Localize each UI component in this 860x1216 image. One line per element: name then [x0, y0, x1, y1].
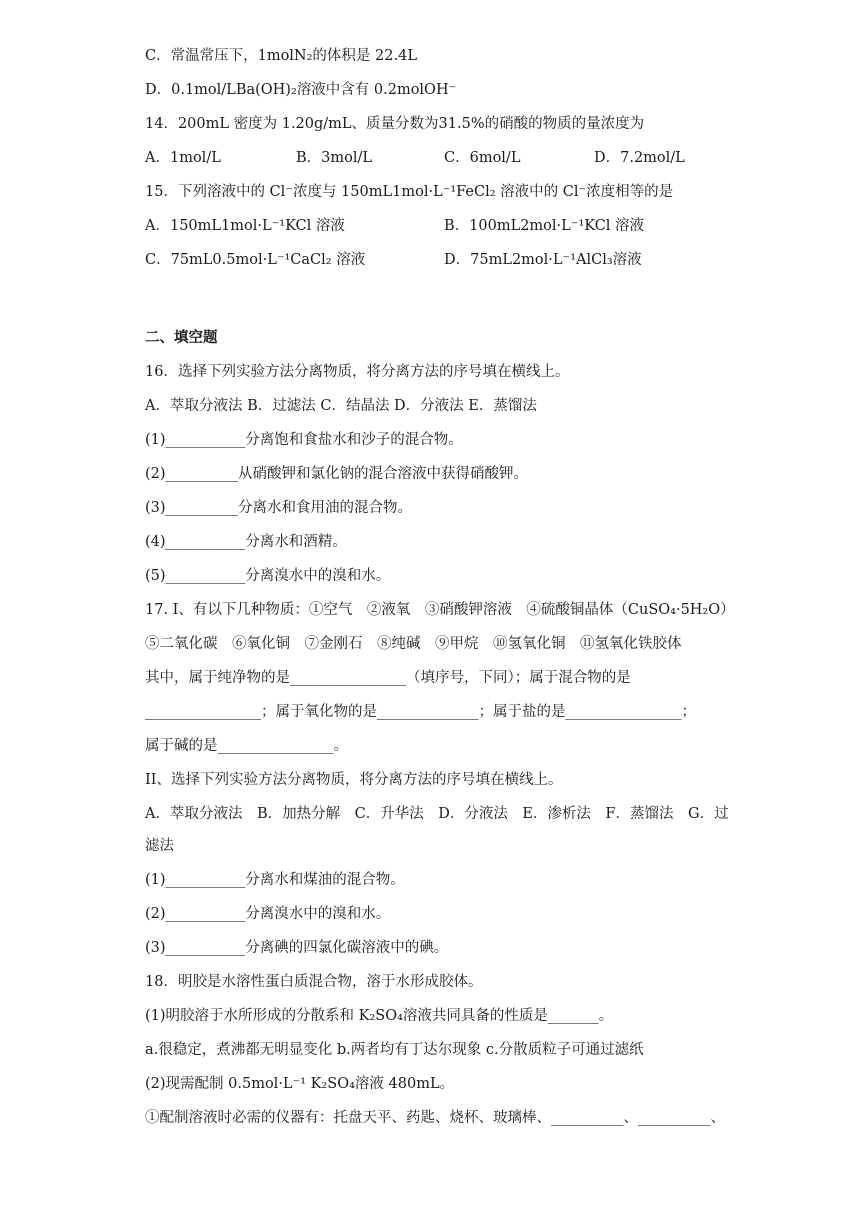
q14-option-c: C．6mol/L — [444, 150, 521, 166]
question-16: 16．选择下列实验方法分离物质，将分离方法的序号填在横线上。 — [145, 364, 570, 380]
question-15: 15．下列溶液中的 Cl⁻浓度与 150mL1mol·L⁻¹FeCl₂ 溶液中的 Cl⁻浓度相等的是 — [145, 184, 674, 200]
q18-item-2-sub-1: ①配制溶液时必需的仪器有：托盘天平、药匙、烧杯、玻璃棒、__________、__________、 — [145, 1110, 725, 1126]
q15-option-a: A．150mL1mol·L⁻¹KCl 溶液 — [145, 218, 345, 234]
q14-option-d: D．7.2mol/L — [594, 150, 685, 166]
q18-item-1-options: a.很稳定，煮沸都无明显变化 b.两者均有丁达尔现象 c.分散质粒子可通过滤纸 — [145, 1042, 644, 1058]
question-18: 18．明胶是水溶性蛋白质混合物，溶于水形成胶体。 — [145, 974, 483, 990]
q18-item-2: (2)现需配制 0.5mol·L⁻¹ K₂SO₄溶液 480mL。 — [145, 1076, 455, 1092]
question-17-line-1: 17. I、有以下几种物质：①空气 ②液氧 ③硝酸钾溶液 ④硫酸铜晶体（CuSO₄·5H₂O） — [145, 602, 735, 618]
q16-item-1: (1)___________分离饱和食盐水和沙子的混合物。 — [145, 432, 463, 448]
question-17-line-2: ⑤二氧化碳 ⑥氧化铜 ⑦金刚石 ⑧纯碱 ⑨甲烷 ⑩氢氧化铜 ⑪氢氧化铁胶体 — [145, 636, 682, 652]
q18-item-1: (1)明胶溶于水所形成的分散系和 K₂SO₄溶液共同具备的性质是_______。 — [145, 1008, 614, 1024]
q15-option-b: B．100mL2mol·L⁻¹KCl 溶液 — [444, 218, 645, 234]
q13-option-d: D．0.1mol/LBa(OH)₂溶液中含有 0.2molOH⁻ — [145, 82, 457, 98]
question-17-line-5: 属于碱的是________________。 — [145, 738, 348, 754]
question-17-line-3: 其中，属于纯净物的是________________（填序号，下同）；属于混合物的是 — [145, 670, 631, 686]
q16-methods: A．萃取分液法 B．过滤法 C．结晶法 D．分液法 E．蒸馏法 — [145, 398, 537, 414]
q16-item-2: (2)__________从硝酸钾和氯化钠的混合溶液中获得硝酸钾。 — [145, 466, 529, 482]
q13-option-c: C．常温常压下，1molN₂的体积是 22.4L — [145, 48, 417, 64]
q15-option-c: C．75mL0.5mol·L⁻¹CaCl₂ 溶液 — [145, 252, 366, 268]
q17-ii-item-3: (3)___________分离碘的四氯化碳溶液中的碘。 — [145, 940, 449, 956]
q16-item-4: (4)___________分离水和酒精。 — [145, 534, 347, 550]
section-heading: 二、填空题 — [145, 329, 218, 346]
q17-ii-methods: A．萃取分液法 B．加热分解 C．升华法 D．分液法 E．渗析法 F．蒸馏法 G．过 — [145, 806, 729, 822]
q15-option-d: D．75mL2mol·L⁻¹AlCl₃溶液 — [444, 252, 642, 268]
question-17-line-4: ________________；属于氧化物的是______________；属于盐的是________________； — [145, 704, 696, 720]
q17-ii-item-2: (2)___________分离溴水中的溴和水。 — [145, 906, 391, 922]
q14-option-a: A．1mol/L — [145, 150, 221, 166]
q17-part-ii: II、选择下列实验方法分离物质，将分离方法的序号填在横线上。 — [145, 772, 563, 788]
q14-option-b: B．3mol/L — [296, 150, 373, 166]
question-14: 14．200mL 密度为 1.20g/mL、质量分数为31.5%的硝酸的物质的量浓度为 — [145, 116, 645, 132]
q16-item-5: (5)___________分离溴水中的溴和水。 — [145, 568, 391, 584]
q17-ii-methods-cont: 滤法 — [145, 838, 174, 854]
q16-item-3: (3)__________分离水和食用油的混合物。 — [145, 500, 413, 516]
q17-ii-item-1: (1)___________分离水和煤油的混合物。 — [145, 872, 405, 888]
